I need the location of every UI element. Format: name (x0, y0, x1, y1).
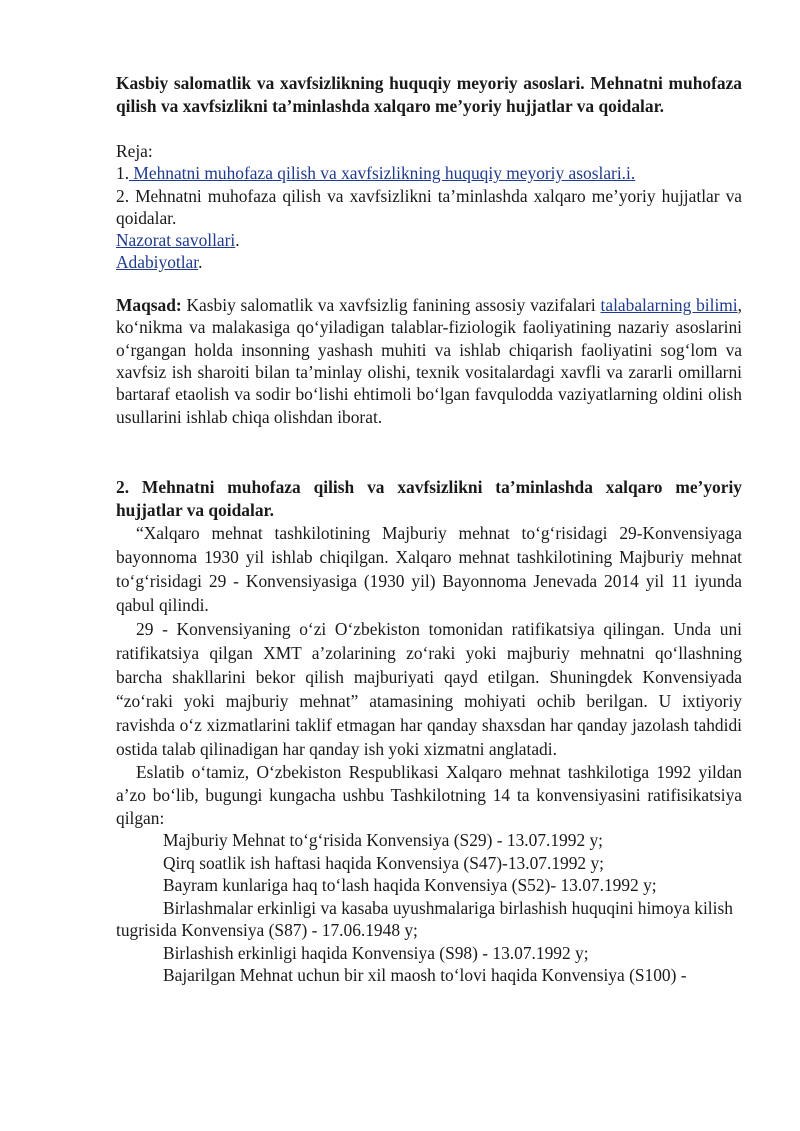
goal-text-before: Kasbiy salomatlik va xavfsizlig fanining assosiy vazifalari (181, 294, 601, 315)
section-2-paragraph-1: “Xalqaro mehnat tashkilotining Majburiy mehnat to‘g‘risidagi 29-Konvensiyaga bayonnoma 1930 yil ishlab chiqilgan. Xalqaro mehnat tashkilotining Majburiy mehnat to‘g‘risidagi 29 - Konvensiyasiga (1930 yil) Bayonnoma Jenevada 2014 yil 11 iyunda qabul qilindi. (116, 523, 742, 616)
plan-item-2: 2. Mehnatni muhofaza qilish va xavfsizlikni ta’minlashda xalqaro me’yoriy hujjatlar va qoidalar. (116, 185, 742, 228)
plan-item-1 (116, 162, 742, 184)
plan-heading: Reja: (116, 141, 153, 161)
conventions-list (116, 829, 742, 987)
document-title: Kasbiy salomatlik va xavfsizlikning huquqiy meyoriy asoslari. Mehnatni muhofaza qilish va xavfsizlikni ta’minlashda xalqaro me’yoriy hujjatlar va qoidalar. (116, 73, 742, 116)
convention-item: Qirq soatlik ish haftasi haqida Konvensiya (S47)-13.07.1992 y; (163, 852, 604, 873)
section-2-paragraph-3: Eslatib o‘tamiz, O‘zbekiston Respublikasi Xalqaro mehnat tashkilotiga 1992 yildan a’zo bo‘lib, bugungi kungacha ushbu Tashkilotning 14 ta konvensiyasini ratifisikatsiya qilgan: (116, 762, 742, 828)
goal-label: Maqsad: (116, 294, 182, 315)
plan-item-1-number: 1. (116, 163, 130, 184)
literature-link[interactable]: Adabiyotlar (116, 252, 199, 273)
convention-item: Bayram kunlariga haq to‘lash haqida Konvensiya (S52)- 13.07.1992 y; (163, 875, 657, 896)
plan-item-control-end: . (235, 230, 240, 251)
convention-item: Bajarilgan Mehnat uchun bir xil maosh to‘lovi haqida Konvensiya (S100) - (163, 965, 687, 986)
convention-item: Birlashish erkinligi haqida Konvensiya (S98) - 13.07.1992 y; (163, 942, 589, 963)
convention-item: Birlashmalar erkinligi va kasaba uyushmalariga birlashish huquqini himoya kilish tugrisida Konvensiya (S87) - 17.06.1948 y; (116, 897, 733, 941)
plan-item-control (116, 229, 742, 251)
plan-section (116, 140, 742, 274)
convention-item: Majburiy Mehnat to‘g‘risida Konvensiya (S29) - 13.07.1992 y; (163, 830, 604, 851)
section-2 (116, 476, 742, 986)
control-questions-link[interactable]: Nazorat savollari (116, 230, 236, 251)
goal-text-after: , ko‘nikma va malakasiga qo‘yiladigan talablar-fiziologik faoliyatining nazariy asoslarini o‘rgangan holda insonning yashash muhiti va ishlab chiqarish faoliyatini sog‘lom va xavfsiz ish sharoiti bilan ta’minlay olishi, texnik vositalardagi xavfli va zararli omillarni bartaraf etaolish va sodir bo‘lishi ehtimoli bo‘lgan favqulodda vaziyatlarning oldini olish usullarini ishlab chiqa olishdan iborat. (116, 294, 742, 427)
section-2-heading: 2. Mehnatni muhofaza qilish va xavfsizlikni ta’minlashda xalqaro me’yoriy hujjatlar va qoidalar. (116, 477, 742, 520)
plan-item-literature-end: . (198, 252, 203, 273)
plan-item-1-link[interactable]: Mehnatni muhofaza qilish va xavfsizlikning huquqiy meyoriy asoslari.i. (129, 163, 636, 184)
section-2-paragraph-2: 29 - Konvensiyaning o‘zi O‘zbekiston tomonidan ratifikatsiya qilingan. Unda uni ratifikatsiya qilgan XMT a’zolarining zo‘raki yoki majburiy mehnatni qo‘llashning barcha shakllarini bekor qilish majburiyati qayd etilgan. Shuningdek Konvensiyada “zo‘raki yoki majburiy mehnat” atamasining mohiyati ochib berilgan. U ixtiyoriy ravishda o‘z xizmatlarini taklif etmagan har qanday shaxsdan har qanday jazolash tahdidi ostida talab qilinadigan har qanday ish yoki xizmatni anglatadi. (116, 619, 742, 760)
plan-item-literature (116, 251, 742, 273)
students-knowledge-link[interactable]: talabalarning bilimi (600, 294, 738, 315)
goal-paragraph (116, 294, 742, 428)
